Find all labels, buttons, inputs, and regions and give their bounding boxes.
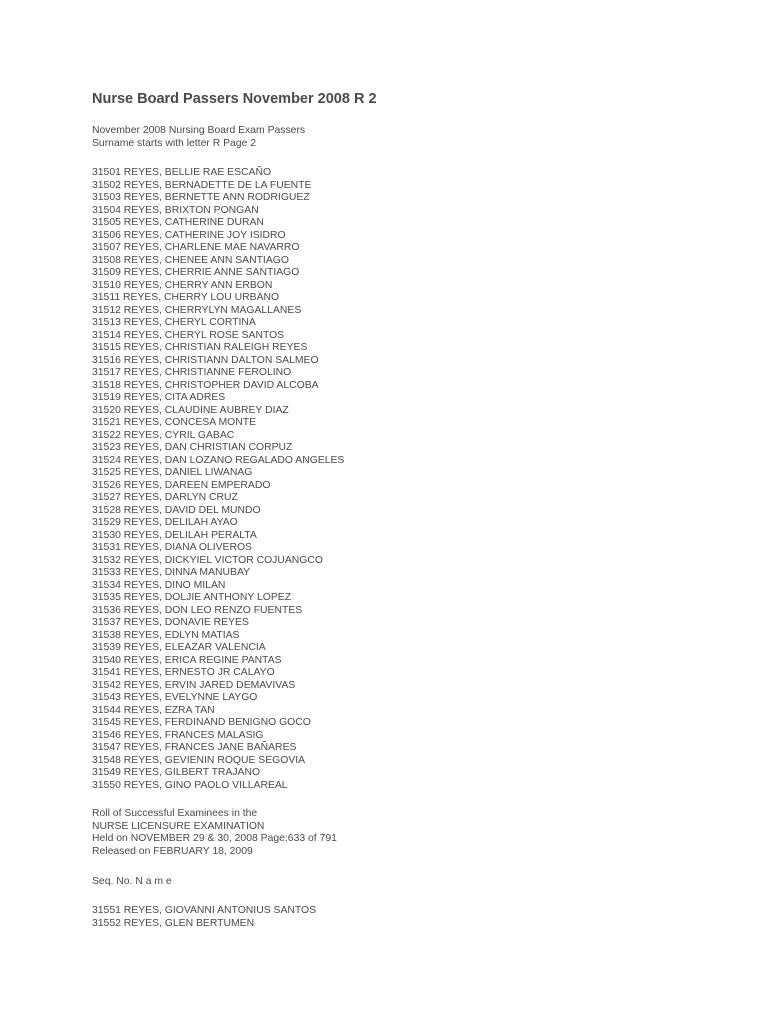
passer-entry: 31533 REYES, DINNA MANUBAY — [92, 567, 251, 578]
passer-entry: 31522 REYES, CYRIL GABAC — [92, 429, 235, 441]
passer-entry: 31503 REYES, BERNETTE ANN RODRIGUEZ — [92, 192, 310, 203]
passer-entry: 31541 REYES, ERNESTO JR CALAYO — [92, 667, 275, 678]
passer-entry: 31543 REYES, EVELYNNE LAYGO — [92, 692, 258, 703]
passer-entry: 31508 REYES, CHENEE ANN SANTIAGO — [92, 254, 289, 266]
passer-entry: 31516 REYES, CHRISTIANN DALTON SALMEO — [92, 354, 319, 366]
passer-entry: 31542 REYES, ERVIN JARED DEMAVIVAS — [92, 679, 296, 691]
subtitle-line: Surname starts with letter R Page 2 — [92, 137, 257, 149]
passer-entry: 31526 REYES, DAREEN EMPERADO — [92, 479, 271, 491]
subtitle-block — [92, 125, 305, 150]
passer-entry: 31534 REYES, DINO MILAN — [92, 579, 226, 591]
passer-entry: 31523 REYES, DAN CHRISTIAN CORPUZ — [92, 442, 293, 453]
roll-header-line: NURSE LICENSURE EXAMINATION — [92, 820, 265, 832]
passer-entry: 31544 REYES, EZRA TAN — [92, 704, 215, 716]
passer-entry: 31527 REYES, DARLYN CRUZ — [92, 492, 238, 503]
passer-entry: 31536 REYES, DON LEO RENZO FUENTES — [92, 604, 303, 616]
passer-entry: 31538 REYES, EDLYN MATIAS — [92, 629, 240, 641]
seq-header: Seq. No. N a m e — [92, 876, 172, 887]
roll-header-line: Roll of Successful Examinees in the — [92, 808, 258, 819]
passer-list-continued — [92, 905, 316, 930]
passer-entry: 31524 REYES, DAN LOZANO REGALADO ANGELES — [92, 454, 345, 466]
passer-entry: 31530 REYES, DELILAH PERALTA — [92, 529, 257, 541]
roll-header-line: Held on NOVEMBER 29 & 30, 2008 Page:633 of 791 — [92, 833, 337, 844]
passer-entry: 31505 REYES, CATHERINE DURAN — [92, 217, 264, 228]
passer-entry: 31518 REYES, CHRISTOPHER DAVID ALCOBA — [92, 379, 319, 391]
passer-entry: 31529 REYES, DELILAH AYAO — [92, 517, 238, 528]
passer-entry: 31512 REYES, CHERRYLYN MAGALLANES — [92, 304, 302, 316]
passer-entry: 31545 REYES, FERDINAND BENIGNO GOCO — [92, 717, 311, 728]
passer-entry: 31513 REYES, CHERYL CORTINA — [92, 317, 256, 328]
passer-entry: 31507 REYES, CHARLENE MAE NAVARRO — [92, 242, 300, 253]
passer-entry: 31532 REYES, DICKYIEL VICTOR COJUANGCO — [92, 554, 323, 566]
passer-entry: 31504 REYES, BRIXTON PONGAN — [92, 204, 259, 216]
passer-entry: 31517 REYES, CHRISTIANNE FEROLINO — [92, 367, 292, 378]
passer-entry: 31506 REYES, CATHERINE JOY ISIDRO — [92, 229, 286, 241]
passer-entry: 31537 REYES, DONAVIE REYES — [92, 617, 249, 628]
passer-entry: 31528 REYES, DAVID DEL MUNDO — [92, 504, 261, 516]
passer-entry: 31548 REYES, GEVIENIN ROQUE SEGOVIA — [92, 754, 306, 766]
passer-list — [92, 167, 344, 792]
passer-entry: 31531 REYES, DIANA OLIVEROS — [92, 542, 252, 553]
passer-entry: 31525 REYES, DANIEL LIWANAG — [92, 467, 253, 478]
passer-entry: 31514 REYES, CHERYL ROSE SANTOS — [92, 329, 285, 341]
passer-entry: 31539 REYES, ELEAZAR VALENCIA — [92, 642, 266, 653]
passer-entry: 31502 REYES, BERNADETTE DE LA FUENTE — [92, 179, 312, 191]
page-title: Nurse Board Passers November 2008 R 2 — [92, 91, 377, 107]
passer-entry: 31551 REYES, GIOVANNI ANTONIUS SANTOS — [92, 905, 317, 916]
passer-entry: 31515 REYES, CHRISTIAN RALEIGH REYES — [92, 342, 308, 353]
passer-entry: 31520 REYES, CLAUDINE AUBREY DIAZ — [92, 404, 289, 416]
passer-entry: 31540 REYES, ERICA REGINE PANTAS — [92, 654, 282, 666]
passer-entry: 31510 REYES, CHERRY ANN ERBON — [92, 279, 273, 291]
passer-entry: 31552 REYES, GLEN BERTUMEN — [92, 917, 255, 929]
passer-entry: 31549 REYES, GILBERT TRAJANO — [92, 767, 261, 778]
passer-entry: 31509 REYES, CHERRIE ANNE SANTIAGO — [92, 267, 300, 278]
roll-header-block — [92, 808, 337, 858]
passer-entry: 31535 REYES, DOLJIE ANTHONY LOPEZ — [92, 592, 292, 603]
passer-entry: 31511 REYES, CHERRY LOU URBANO — [92, 292, 280, 303]
passer-entry: 31521 REYES, CONCESA MONTE — [92, 417, 256, 428]
passer-entry: 31550 REYES, GINO PAOLO VILLAREAL — [92, 779, 288, 791]
subtitle-line: November 2008 Nursing Board Exam Passers — [92, 125, 306, 136]
passer-entry: 31519 REYES, CITA ADRES — [92, 392, 226, 403]
passer-entry: 31547 REYES, FRANCES JANE BAÑARES — [92, 742, 297, 753]
passer-entry: 31546 REYES, FRANCES MALASIG — [92, 729, 264, 741]
roll-header-line: Released on FEBRUARY 18, 2009 — [92, 845, 253, 857]
passer-entry: 31501 REYES, BELLIE RAE ESCAÑO — [92, 167, 272, 178]
